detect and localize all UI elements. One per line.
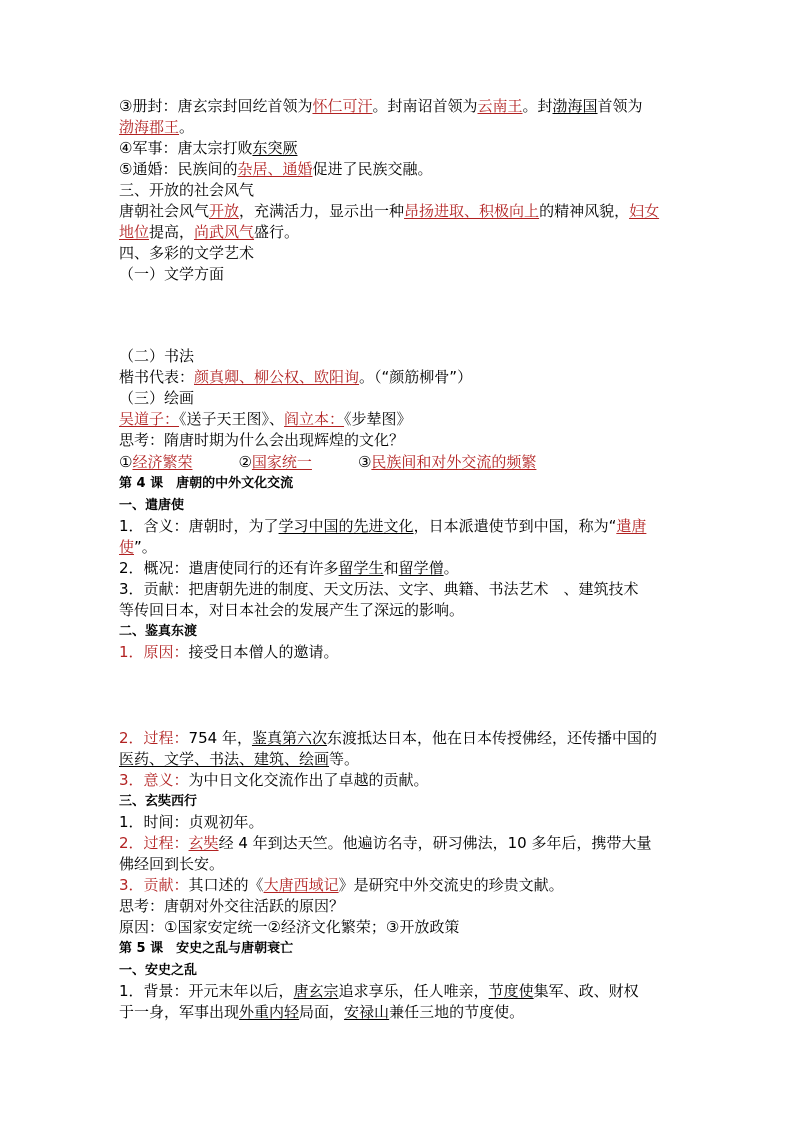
text-line: 3．贡献：把唐朝先进的制度、天文历法、文字、典籍、书法艺术 、建筑技术 xyxy=(119,580,639,598)
answer-blank: 尚武风气 xyxy=(194,223,255,241)
text-line: 1．背景：开元末年以后，唐玄宗追求享乐，任人唯亲，节度使集军、政、财权 xyxy=(119,982,639,1000)
text-line: 1．含义：唐朝时，为了学习中国的先进文化，日本派遣使节到中国，称为“遣唐 xyxy=(119,517,647,535)
text-line: ④军事：唐太宗打败东突厥 xyxy=(119,139,298,157)
answer-blank: 民族间和对外交流的频繁 xyxy=(371,453,537,471)
subsection-heading: （三）绘画 xyxy=(119,389,195,407)
text-line: 楷书代表：颜真卿、柳公权、欧阳询。（“颜筋柳骨”） xyxy=(119,368,473,386)
answer-blank: 玄奘 xyxy=(188,834,219,852)
section-heading: 三、玄奘西行 xyxy=(119,794,198,809)
text-line: ③册封：唐玄宗封回纥首领为怀仁可汗。封南诏首领为云南王。封渤海国首领为 xyxy=(119,97,643,115)
text-line: 使”。 xyxy=(119,538,157,556)
answer-blank: 妇女 xyxy=(629,202,660,220)
section-heading: 一、遣唐使 xyxy=(119,498,185,513)
section-heading: 四、多彩的文学艺术 xyxy=(119,244,255,262)
answer-blank: 云南王 xyxy=(477,97,523,115)
answer-blank: 吴道子： xyxy=(119,410,180,428)
text-line: 思考：隋唐时期为什么会出现辉煌的文化？ xyxy=(119,431,405,449)
text-line: 于一身，军事出现外重内轻局面，安禄山兼任三地的节度使。 xyxy=(119,1003,525,1021)
text-line: 原因：①国家安定统一②经济文化繁荣；③开放政策 xyxy=(119,918,460,936)
subsection-heading: （二）书法 xyxy=(119,347,195,365)
answer-blank: 昂扬进取、积极向上 xyxy=(404,202,540,220)
answer-blank: 地位 xyxy=(119,223,150,241)
answer-blank: 大唐西域记 xyxy=(263,876,339,894)
text-line: 渤海郡王。 xyxy=(119,118,195,136)
answer-blank: 渤海郡王 xyxy=(119,118,180,136)
answer-blank: 经济繁荣 xyxy=(132,453,193,471)
answer-blank: 国家统一 xyxy=(251,453,312,471)
text-line: ⑤通婚：民族间的杂居、通婚促进了民族交融。 xyxy=(119,160,433,178)
section-heading: 三、开放的社会风气 xyxy=(119,181,255,199)
text-line: 佛经回到长安。 xyxy=(119,855,225,873)
text-line: 吴道子：《送子天王图》、阎立本：《步辇图》 xyxy=(119,410,412,428)
text-line: 3．意义：为中日文化交流作出了卓越的贡献。 xyxy=(119,771,429,789)
text-line: 思考：唐朝对外交往活跃的原因？ xyxy=(119,897,345,915)
text-line: 2．过程：玄奘经 4 年到达天竺。他遍访名寺，研习佛法，10 多年后，携带大量 xyxy=(119,834,652,852)
answer-blank: 杂居、通婚 xyxy=(237,160,313,178)
answer-blank: 怀仁可汗 xyxy=(312,97,373,115)
text-line: 唐朝社会风气开放，充满活力，显示出一种昂扬进取、积极向上的精神风貌，妇女 xyxy=(119,202,660,220)
answer-blank: 遣唐 xyxy=(616,517,647,535)
text-line: 3．贡献：其口述的《大唐西域记》是研究中外交流史的珍贵文献。 xyxy=(119,876,564,894)
lesson-title: 第 5 课 安史之乱与唐朝衰亡 xyxy=(119,941,294,956)
text-line: 地位提高，尚武风气盛行。 xyxy=(119,223,300,241)
answer-blank: 颜真卿、柳公权、欧阳询 xyxy=(194,368,360,386)
text-line: 2．概况：遣唐使同行的还有许多留学生和留学僧。 xyxy=(119,559,459,577)
subsection-heading: （一）文学方面 xyxy=(119,265,225,283)
answer-blank: 开放 xyxy=(209,202,240,220)
text-line: 1．原因：接受日本僧人的邀请。 xyxy=(119,643,339,661)
text-line: 1．时间：贞观初年。 xyxy=(119,813,264,831)
text-line: ①经济繁荣 ②国家统一 ③民族间和对外交流的频繁 xyxy=(119,453,537,471)
answer-blank: 阎立本： xyxy=(284,410,345,428)
text-line: 等传回日本，对日本社会的发展产生了深远的影响。 xyxy=(119,601,465,619)
text-line: 医药、文学、书法、建筑、绘画等。 xyxy=(119,750,360,768)
text-line: 2．过程：754 年，鉴真第六次东渡抵达日本，他在日本传授佛经，还传播中国的 xyxy=(119,729,657,747)
section-heading: 一、安史之乱 xyxy=(119,963,198,978)
answer-blank: 使 xyxy=(119,538,135,556)
lesson-title: 第 4 课 唐朝的中外文化交流 xyxy=(119,476,294,491)
section-heading: 二、鉴真东渡 xyxy=(119,624,198,639)
